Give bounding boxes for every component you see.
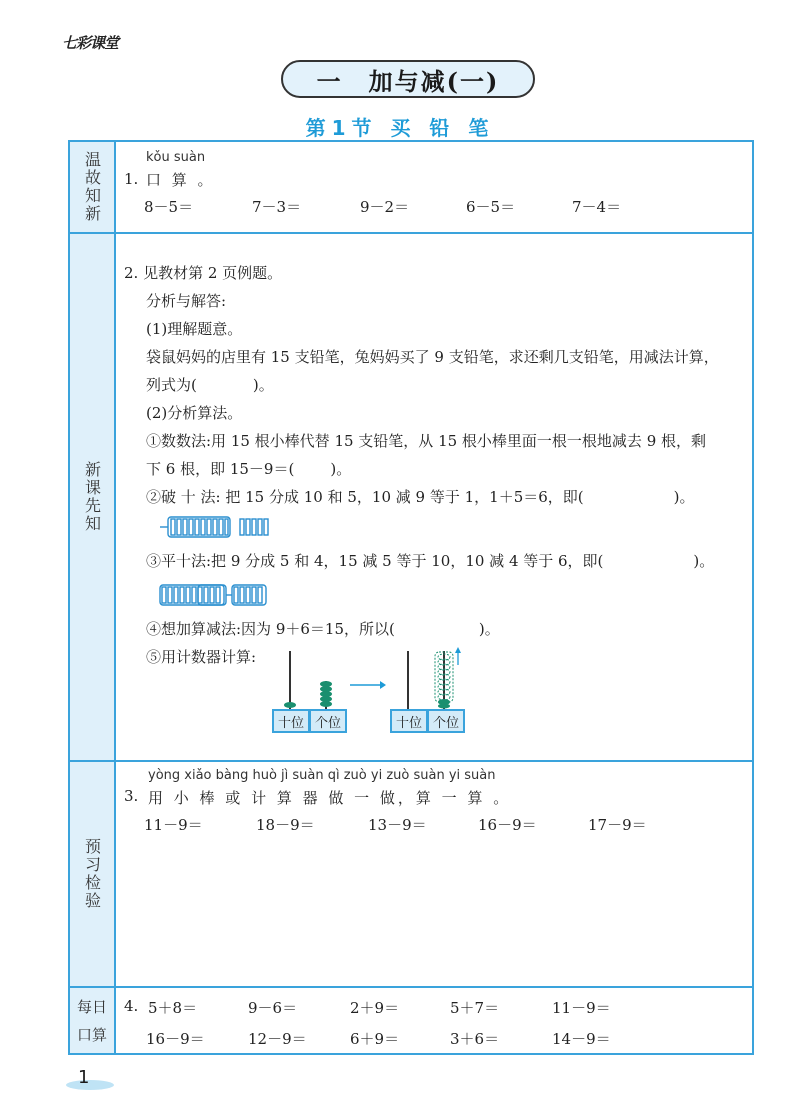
answer-blank[interactable]	[197, 374, 253, 395]
chapter-number: 一	[316, 66, 343, 96]
q2-method1-line2	[146, 458, 351, 479]
q4-item: 2＋9＝	[350, 999, 400, 1017]
sticks-make-ten-illustration	[158, 579, 278, 609]
q3-prompt: 用 小 棒 或 计 算 器 做 一 做，算 一 算 。	[148, 789, 512, 807]
q2-method4-line	[146, 618, 500, 639]
page-number-decoration	[66, 1080, 114, 1090]
abacus-before	[270, 647, 350, 709]
side-label-daily-line1: 每日	[76, 997, 107, 1016]
q2-story: 袋鼠妈妈的店里有 15 支铅笔，兔妈妈买了 9 支铅笔，求还剩几支铅笔，用减法计算，	[146, 348, 719, 366]
side-label-warmup	[70, 142, 116, 232]
q4-item: 6＋9＝	[350, 1030, 400, 1048]
q4-item: 9－6＝	[248, 999, 298, 1017]
q2-method1-suffix: )。	[330, 460, 352, 478]
q1-item: 6－5＝	[466, 198, 516, 216]
q2-analysis: 分析与解答:	[146, 292, 227, 310]
q2-formula-prefix: 列式为(	[146, 376, 197, 394]
abacus-after-labels	[390, 709, 465, 733]
q3-number: 3.	[124, 787, 139, 805]
chapter-name: 加与减(一)	[368, 66, 500, 96]
q1-item: 7－4＝	[572, 198, 622, 216]
answer-blank[interactable]	[603, 550, 693, 571]
q4-item: 16－9＝	[146, 1030, 205, 1048]
q1-item: 8－5＝	[144, 198, 194, 216]
side-label-daily	[70, 988, 116, 1053]
q3-item: 11－9＝	[144, 816, 203, 834]
abacus-after	[388, 645, 468, 709]
worksheet-frame	[68, 140, 754, 1055]
q3-pinyin: yòng xiǎo bàng huò jì suàn qì zuò yi zuò suàn yi suàn	[148, 768, 496, 783]
section-divider	[70, 760, 752, 762]
q2-method1-line1: ①数数法:用 15 根小棒代替 15 支铅笔，从 15 根小棒里面一根一根地减去 9 根，剩	[146, 432, 707, 450]
q4-item: 3＋6＝	[450, 1030, 500, 1048]
q2-formula-suffix: )。	[252, 376, 274, 394]
q1-item: 9－2＝	[360, 198, 410, 216]
q1-pinyin: kǒu suàn	[146, 150, 206, 165]
q2-method4-prefix: ④想加算减法:因为 9＋6＝15，所以(	[146, 620, 395, 638]
q2-method3-line	[146, 550, 714, 571]
q4-item: 5＋7＝	[450, 999, 500, 1017]
section-title: 第1节 买 铅 笔	[305, 116, 495, 140]
q2-method5: ⑤用计数器计算:	[146, 648, 257, 666]
q1-item: 7－3＝	[252, 198, 302, 216]
tens-label: 十位	[390, 709, 428, 733]
side-label-preview-text: 预习检验	[82, 838, 102, 910]
page-number: 1	[78, 1067, 90, 1088]
side-label-new-lesson	[70, 234, 116, 760]
q3-item: 13－9＝	[368, 816, 427, 834]
tens-label: 十位	[272, 709, 310, 733]
section-divider	[70, 232, 752, 234]
q2-method2-prefix: ②破 十 法: 把 15 分成 10 和 5，10 减 9 等于 1，1＋5＝6，即(	[146, 488, 584, 506]
q2-formula-line	[146, 374, 274, 395]
ones-label: 个位	[428, 709, 465, 733]
q2-step2: (2)分析算法。	[146, 404, 243, 422]
q2-method3-prefix: ③平十法:把 9 分成 5 和 4，15 减 5 等于 10，10 减 4 等于 6，即(	[146, 552, 604, 570]
arrow-icon	[348, 678, 388, 692]
abacus-before-labels	[272, 709, 347, 733]
side-label-warmup-text: 温故知新	[82, 151, 102, 223]
side-label-new-lesson-text: 新课先知	[82, 461, 102, 533]
q2-title: 2. 见教材第 2 页例题。	[124, 264, 283, 282]
q4-number: 4.	[124, 997, 139, 1015]
brand-logo: 七彩课堂	[62, 34, 119, 52]
sticks-break-ten-illustration	[158, 511, 278, 541]
section-divider	[70, 986, 752, 988]
q2-method2-line	[146, 486, 695, 507]
q4-item: 11－9＝	[552, 999, 611, 1017]
q4-item: 14－9＝	[552, 1030, 611, 1048]
q2-method4-suffix: )。	[478, 620, 500, 638]
answer-blank[interactable]	[294, 458, 330, 479]
q2-method1-prefix: 下 6 根，即 15－9＝(	[146, 460, 295, 478]
q2-method2-suffix: )。	[673, 488, 695, 506]
ones-label: 个位	[310, 709, 347, 733]
q2-step1: (1)理解题意。	[146, 320, 243, 338]
q4-item: 5＋8＝	[148, 999, 198, 1017]
q1-prompt: 口 算 。	[146, 171, 216, 189]
q4-item: 12－9＝	[248, 1030, 307, 1048]
q1-number: 1.	[124, 170, 139, 188]
q2-method3-suffix: )。	[693, 552, 715, 570]
answer-blank[interactable]	[395, 618, 479, 639]
side-label-daily-line2: 口算	[76, 1025, 107, 1044]
side-label-preview	[70, 762, 116, 986]
q3-item: 16－9＝	[478, 816, 537, 834]
q3-item: 18－9＝	[256, 816, 315, 834]
answer-blank[interactable]	[584, 486, 674, 507]
q3-item: 17－9＝	[588, 816, 647, 834]
chapter-title	[281, 60, 535, 98]
